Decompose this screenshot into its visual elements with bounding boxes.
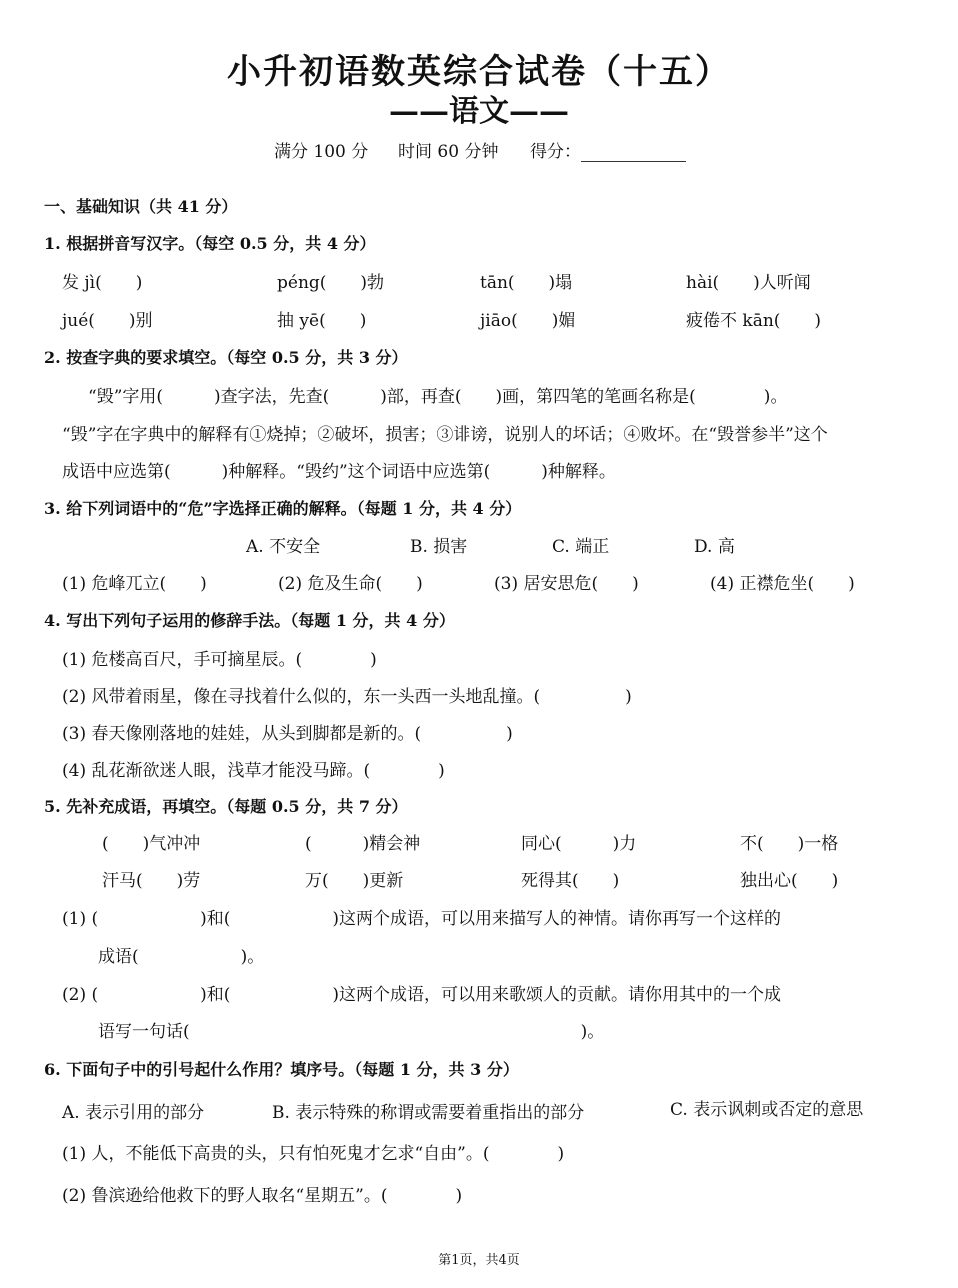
score-blank[interactable] [581,147,686,162]
q1-item: tān( )塌 [480,273,573,293]
q1-title: 1. 根据拼音写汉字。（每空 0.5 分，共 4 分） [44,234,376,253]
q2-title: 2. 按查字典的要求填空。（每空 0.5 分，共 3 分） [44,348,408,367]
q4-item: (4) 乱花渐欲迷人眼，浅草才能没马蹄。( ) [62,761,445,781]
q5-idiom: ( )精会神 [305,834,421,854]
q4-title: 4. 写出下列句子运用的修辞手法。（每题 1 分，共 4 分） [44,611,455,630]
q3-item: (2) 危及生命( ) [278,574,423,594]
q6-title: 6. 下面句子中的引号起什么作用？填序号。（每题 1 分，共 3 分） [44,1060,519,1079]
page-subtitle: ——语文—— [389,94,569,129]
q1-item: hài( )人听闻 [686,273,811,293]
page-number: 第1页，共4页 [438,1253,520,1268]
q5-sub1-cont: 成语( )。 [98,947,265,967]
score-field [530,137,686,162]
q5-idiom: 独出心( ) [740,871,839,891]
q5-idiom: 万( )更新 [305,871,404,891]
q2-line: 成语中应选第( )种解释。“毁约”这个词语中应选第( )种解释。 [62,462,616,482]
q1-item: 抽 yē( ) [277,311,367,331]
q3-option: D. 高 [694,537,735,557]
q4-item: (3) 春天像刚落地的娃娃，从头到脚都是新的。( ) [62,724,513,744]
q2-line: “毁”字用( )查字法，先查( )部，再查( )画，第四笔的笔画名称是( )。 [88,387,788,407]
q1-item: jué( )别 [62,311,153,331]
full-score: 满分 100 分 [274,142,369,162]
q5-title: 5. 先补充成语，再填空。（每题 0.5 分，共 7 分） [44,797,408,816]
q5-idiom: 死得其( ) [521,871,620,891]
q3-item: (3) 居安思危( ) [494,574,639,594]
score-label: 得分： [530,142,581,162]
q6-item: (2) 鲁滨逊给他救下的野人取名“星期五”。( ) [62,1186,463,1206]
q5-sub2-cont: 语写一句话( )。 [98,1022,605,1042]
q5-sub1: (1) ( )和( )这两个成语，可以用来描写人的神情。请你再写一个这样的 [62,909,782,929]
q5-idiom: ( )气冲冲 [102,834,201,854]
q3-option: B. 损害 [410,537,468,557]
q6-item: (1) 人，不能低下高贵的头，只有怕死鬼才乞求“自由”。( ) [62,1144,565,1164]
q3-item: (4) 正襟危坐( ) [710,574,855,594]
q1-item: péng( )勃 [277,273,385,293]
q1-item: 发 jì( ) [62,273,143,293]
q1-item: jiāo( )媚 [480,311,576,331]
q5-sub2: (2) ( )和( )这两个成语，可以用来歌颂人的贡献。请你用其中的一个成 [62,985,782,1005]
q2-line: “毁”字在字典中的解释有①烧掉；②破坏，损害；③诽谤，说别人的坏话；④败坏。在“毁誉参半”这个 [62,425,828,445]
q4-item: (2) 风带着雨星，像在寻找着什么似的，东一头西一头地乱撞。( ) [62,687,632,707]
q1-item: 疲倦不 kān( ) [686,311,822,331]
q5-idiom: 不( )一格 [740,834,839,854]
q3-option: A. 不安全 [246,537,321,557]
q6-option: B. 表示特殊的称谓或需要着重指出的部分 [272,1103,585,1123]
page-title: 小升初语数英综合试卷（十五） [227,52,731,92]
q3-option: C. 端正 [552,537,610,557]
q3-item: (1) 危峰兀立( ) [62,574,207,594]
q6-option: C. 表示讽刺或否定的意思 [670,1100,864,1120]
q6-option: A. 表示引用的部分 [62,1103,205,1123]
q5-idiom: 汗马( )劳 [102,871,201,891]
q4-item: (1) 危楼高百尺，手可摘星辰。( ) [62,650,377,670]
section-1-title: 一、基础知识（共 41 分） [44,197,238,216]
q3-title: 3. 给下列词语中的“危”字选择正确的解释。（每题 1 分，共 4 分） [44,499,522,518]
time-limit: 时间 60 分钟 [398,142,499,162]
q5-idiom: 同心( )力 [521,834,637,854]
